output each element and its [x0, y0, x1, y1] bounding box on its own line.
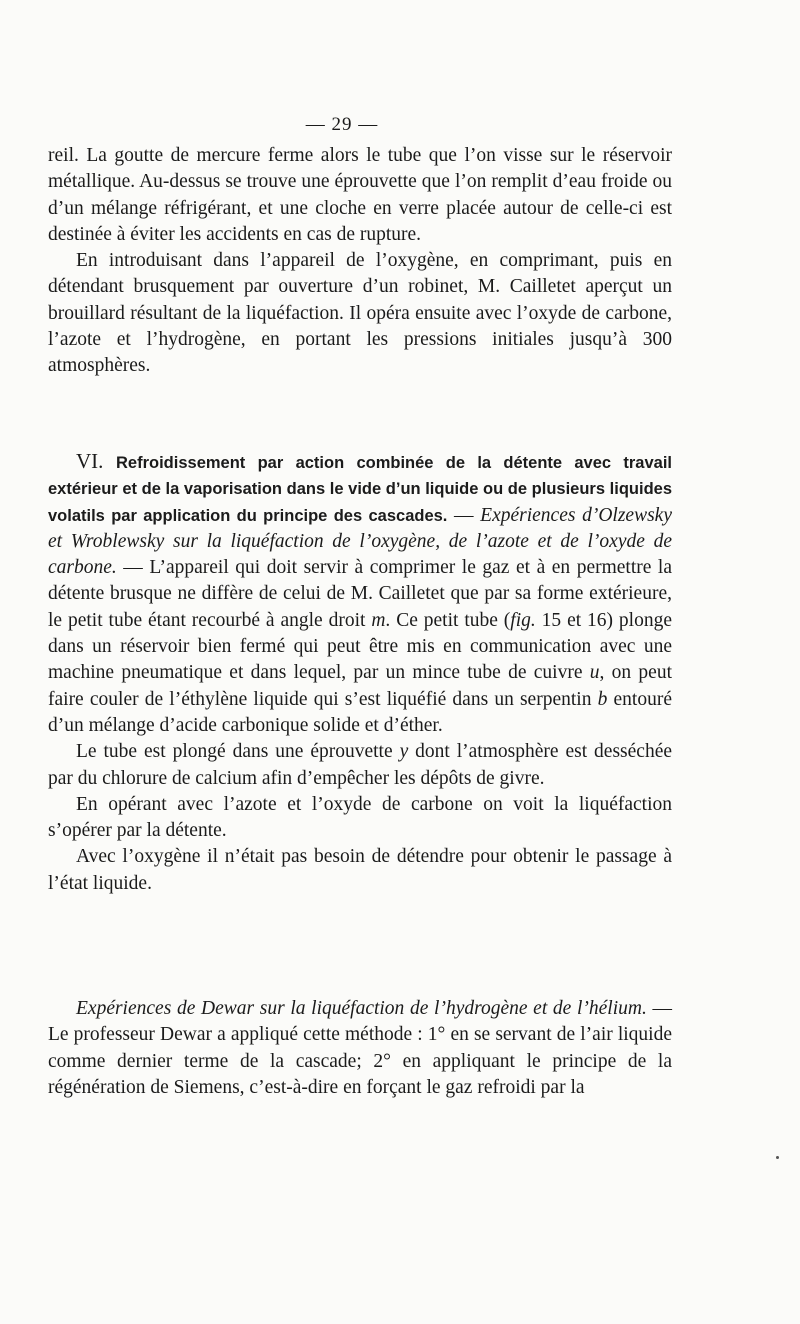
- variable-m: m: [371, 609, 386, 631]
- dash: —: [447, 504, 481, 526]
- body-text: , on peut faire couler de l’éthylène liquide qui s’est liquéfié dans un serpentin: [48, 662, 672, 710]
- text-block-intro: [48, 143, 672, 380]
- paragraph: Avec l’oxygène il n’était pas besoin de détendre pour obtenir le passage à l’état liquide.: [48, 846, 672, 894]
- section-vi: [48, 448, 672, 897]
- figure-label: fig.: [510, 609, 536, 631]
- body-text: 15 et 16) plonge dans un réservoir bien fermé qui peut être mis en communication avec une machine pneumatique et dans lequel, par un mince tube de cuivre: [48, 609, 673, 684]
- scan-speck: [776, 1156, 779, 1159]
- paragraph: [48, 996, 672, 1101]
- body-text: entouré d’un mélange d’acide carbonique solide et d’éther.: [48, 688, 672, 736]
- subsection-heading: Expériences de Dewar sur la liquéfaction de l’hydrogène et de l’hélium.: [76, 998, 647, 1019]
- body-text: Le tube est plongé dans une éprouvette: [76, 741, 400, 763]
- body-text: . Ce petit tube (: [385, 609, 511, 631]
- variable-b: b: [597, 688, 608, 710]
- variable-y: y: [399, 741, 409, 763]
- section-heading-paragraph: [48, 448, 672, 739]
- paragraph: [48, 739, 672, 792]
- section-subtitle: Expériences d’Olzewsky et Wroblewsky sur la liquéfaction de l’oxygène, de l’azote et de l’oxyde de carbone.: [48, 504, 672, 579]
- page-number: — 29 —: [305, 114, 379, 135]
- variable-u: u: [589, 662, 600, 684]
- paragraph: En opérant avec l’azote et l’oxyde de carbone on voit la liquéfaction s’opérer par la détente.: [48, 793, 672, 842]
- text-block-dewar: [48, 996, 672, 1101]
- section-number: VI.: [76, 449, 104, 473]
- body-text: — L’appareil qui doit servir à comprimer le gaz et à en permettre la détente brusque ne diffère de celui de M. Cailletet que par sa forme extérieure, le petit tube étant recourbé à angle droit: [48, 557, 672, 631]
- section-title: Refroidissement par action combinée de la détente avec travail extérieur et de la vaporisation dans le vide d’un liquide ou de plusieurs liquides volatils par application du principe des cascades.: [48, 454, 672, 525]
- body-text: — Le professeur Dewar a appliqué cette méthode : 1° en se servant de l’air liquide comme dernier terme de la cascade; 2° en appliquant le principe de la régénération de Siemens, c’est-à-dire en forçant le gaz refroidi par la: [48, 998, 673, 1098]
- paragraph: reil. La goutte de mercure ferme alors le tube que l’on visse sur le réservoir métallique. Au-dessus se trouve une éprouvette que l’on remplit d’eau froide ou d’un mélange réfrigérant, et une cloche en verre placée autour de celle-ci est destinée à éviter les accidents en cas de rupture.: [48, 145, 672, 245]
- body-text: dont l’atmosphère est desséchée par du chlorure de calcium afin d’empêcher les dépôts de givre.: [48, 741, 672, 789]
- paragraph: En introduisant dans l’appareil de l’oxygène, en comprimant, puis en détendant brusquement par ouverture d’un robinet, M. Cailletet aperçut un brouillard résultant de la liquéfaction. Il opéra ensuite avec l’oxyde de carbone, l’azote et l’hydrogène, en portant les pressions initiales jusqu’à 300 atmosphères.: [48, 250, 672, 377]
